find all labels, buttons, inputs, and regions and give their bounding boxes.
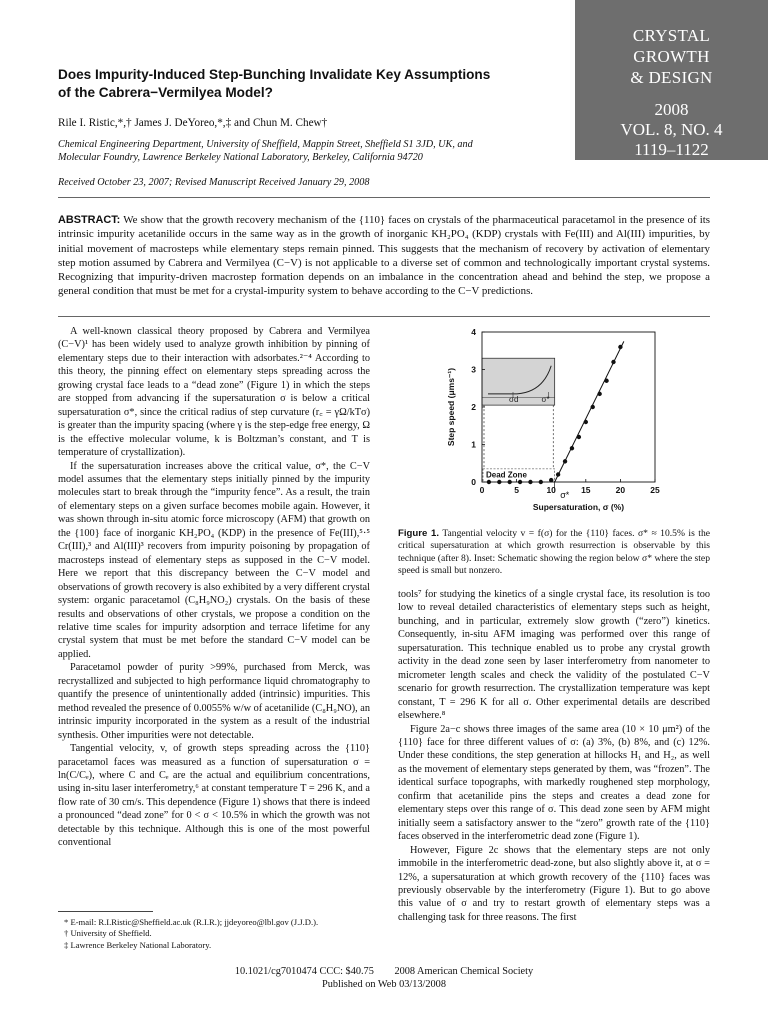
x-tick-label: 25	[650, 485, 660, 495]
paragraph: A well-known classical theory proposed by Cabrera and Vermilyea (C−V)¹ has been widely used to analyze growth inhibition by pinning of elementary steps due to their interaction with adsorbates.²⁻⁴ According to this theory, the pinning effect on elementary steps spreading across the growing crystal face leads to a “dead zone” (Figure 1) in which the steps are stopped from advancing if the supersaturation σ is below a critical supersaturation σ*, since the critical radius of step curvature (r꜀ = γΩ/kTσ) is greater than the impurity spacing (where γ is the step-edge free energy, Ω is the effective molecular volume, k is Boltzman’s constant, and T is temperature of crystallization).	[58, 326, 370, 459]
title-line: Does Impurity-Induced Step-Bunching Invalidate Key Assumptions	[58, 67, 491, 82]
abstract-label: ABSTRACT:	[58, 214, 121, 226]
figure-1-chart	[440, 320, 690, 520]
page-footer	[0, 965, 768, 991]
footnote-email: * E-mail: R.I.Ristic@Sheffield.ac.uk (R.I.R.); jjdeyoreo@lbl.gov (J.J.D.).	[64, 917, 319, 927]
data-point	[518, 480, 522, 484]
x-tick-label: 0	[479, 485, 485, 495]
data-point	[487, 480, 491, 484]
footnote-affiliation: ‡ Lawrence Berkeley National Laboratory.	[64, 939, 212, 950]
data-point	[591, 405, 595, 409]
inset-sigma-d-label: σd	[509, 395, 519, 405]
figure-1-caption	[398, 528, 710, 578]
title-line: of the Cabrera−Vermilyea Model?	[58, 85, 273, 100]
data-point	[584, 420, 588, 424]
y-axis-label: Step speed (μms⁻¹)	[446, 367, 456, 447]
footer-doi: 10.1021/cg7010474 CCC: $40.75 2008 American Chemical Society	[234, 966, 534, 977]
footnote-affiliation: † University of Sheffield.	[64, 928, 152, 939]
caption-text: Tangential velocity v = f(σ) for the {110} faces. σ* ≈ 10.5% is the critical supersaturation at which growth resurrection is observable by this technique (after 8). Inset: Schematic showing the region below σ* where the step speed is small but nonzero.	[398, 528, 710, 577]
dead-zone-label: Dead Zone	[486, 470, 527, 480]
data-point	[577, 435, 581, 439]
data-point	[604, 379, 608, 383]
data-point	[528, 480, 532, 484]
abstract	[58, 213, 710, 299]
paragraph: Tangential velocity, v, of growth steps spreading across the {110} paracetamol faces was measured as a function of supersaturation σ = ln(C/Cₑ), where C and Cₑ are the actual and equilibrium concentrations, using in-situ laser interferometry,⁶ at constant temperature T = 296 K, and a flow rate of 30 cm/s. This dependence (Figure 1) shows that there is indeed a pronounced “dead zone” for 0 < σ < 10.5% in which the growth was not detectable by this technique. Although this is one of the most powerful conventional	[58, 743, 370, 849]
x-axis-label: Supersaturation, σ (%)	[532, 502, 625, 512]
journal-volume: VOL. 8, NO. 4	[620, 120, 723, 139]
data-point	[549, 478, 553, 482]
data-point	[539, 480, 543, 484]
paragraph: Figure 2a−c shows three images of the same area (10 × 10 μm²) of the {110} face for three different values of σ: (a) 3%, (b) 8%, and (c) 12%. Under these conditions, the step generation at hillocks H₁ and H₂, as well as the movement of elementary steps generated by them, was “frozen”. The identical surface topographs, with markedly roughened step morphology, confirm that acetanilide pins the steps and creates a dead zone for elementary steps over this range of σ. This dead zone seen by AFM might initially seem a satisfactory answer to the “zero” growth rate of the {110} faces observed in the interferometric dead zone (Figure 1).	[398, 723, 710, 843]
y-tick-label: 2	[471, 402, 476, 412]
sigma-star-label: σ*	[560, 490, 570, 500]
abstract-text: We show that the growth recovery mechanism of the {110} faces on crystals of the pharmaceutical paracetamol in the presence of its intrinsic impurity acetanilide occurs in the same way as in the growth of inorganic KH₂PO₄ (KDP) crystals with Fe(III) and Al(III) impurities, by initial movement of macrosteps while elementary steps remain pinned. This suggests that the mechanism of recovery by activation of elementary step motion assumed by Cabrera and Vermilyea (C−V) is not applicable to a diverse set of common and technologically important crystal systems. Recognizing that impurity-driven macrostep formation depends on an imbalance in the concentration ahead and behind the step, we propose a general condition that must be met for a crystal-impurity system to behave according to the C−V predictions.	[58, 214, 710, 298]
affiliation-line: Molecular Foundry, Lawrence Berkeley National Laboratory, Berkeley, California 94720	[58, 152, 423, 163]
body-column-right	[398, 588, 710, 924]
y-tick-label: 3	[471, 364, 476, 375]
journal-name-line: CRYSTAL	[632, 26, 711, 45]
affiliation-line: Chemical Engineering Department, University of Sheffield, Mappin Street, Sheffield S1 3JD, UK, and	[58, 139, 473, 150]
x-tick-label: 5	[514, 485, 519, 495]
paragraph: However, Figure 2c shows that the elementary steps are not only immobile in the interferometric dead-zone, but also slightly above it, at σ = 12%, a supersaturation at which growth recovery of the {110} faces was previously observable by the interferometry (Figure 1). But to go above this value of σ and try to restart growth of elementary steps was a challenging task for three reasons. The first	[398, 844, 710, 923]
inset-sigma-star-label: σ*	[541, 395, 550, 405]
x-tick-label: 10	[546, 485, 556, 495]
y-tick-label: 4	[471, 327, 476, 337]
paragraph: Paracetamol powder of purity >99%, purchased from Merck, was recrystallized and subjected to high performance liquid chromatography to quantify the presence of unintentionally added (intrinsic) impurities. This method revealed the presence of 0.0055% w/w of acetanilide (C₈H₉NO), an intrinsic impurity incorporated in the system as a result of the industrial synthesis. Other impurities were not detectable.	[58, 662, 370, 741]
caption-label: Figure 1.	[398, 528, 440, 539]
y-tick-label: 1	[471, 439, 476, 450]
paragraph: tools⁷ for studying the kinetics of a single crystal face, its resolution is too low to reveal detailed characteristics of elementary steps such as height, bunching, and in particular, extremely slow growth (“zero”) kinetics. Consequently, in-situ AFM imaging was performed over this range of supersaturation. This technique enabled us to probe any crystal growth activity in the dead zone seen by laser interferometry from nanometer to micrometer length scales and check the validity of the postulated C−V scenario for growth resurrection. The crystallization temperature was kept constant, T = 296 K for all σ. Other experimental details are described elsewhere.⁸	[398, 589, 710, 722]
journal-year: 2008	[654, 100, 689, 119]
journal-pages: 1119–1122	[634, 140, 709, 159]
data-point	[618, 345, 622, 349]
footnote-divider	[58, 911, 153, 912]
journal-name-line: & DESIGN	[630, 68, 713, 87]
footer-published: Published on Web 03/13/2008	[322, 979, 446, 990]
journal-banner	[575, 0, 768, 160]
y-tick-label: 0	[471, 477, 476, 487]
received-dates: Received October 23, 2007; Revised Manuscript Received January 29, 2008	[58, 177, 370, 188]
data-point	[597, 392, 601, 396]
data-point	[611, 360, 615, 364]
data-point	[507, 480, 511, 484]
paragraph: If the supersaturation increases above the critical value, σ*, the C−V model assumes that the elementary steps initially pinned by the impurity molecules start to break through the “impurity fence”. As a result, the train of elementary steps on a given surface becomes mobile again. However, it was shown through in-situ atomic force microscopy (AFM) that growth on the {100} face of inorganic KH₂PO₄ (KDP) in the presence of Fe(III),⁵⋅⁵ Cr(III),³ and Al(III)³ recovers from impurity poisoning by propagation of macrosteps instead of elementary steps as supposed in the C−V model. Here we report that this discrepancy between the C−V model and observations of growth recovery is also exhibited by a very different crystal system: organic paracetamol (C₈H₉NO₂) crystals. On the basis of these results and observations of other crystals, we propose a condition on the relative time scales for impurity adsorption and terrace lifetime for any crystal system that must be met before the standard C−V model can be applied.	[58, 460, 370, 660]
data-point	[497, 480, 501, 484]
authors: Rile I. Ristic,*,† James J. DeYoreo,*,‡ and Chun M. Chew†	[58, 117, 328, 129]
journal-name-line: GROWTH	[633, 47, 710, 66]
paper-title	[58, 66, 558, 102]
divider	[58, 197, 710, 198]
x-tick-label: 15	[581, 485, 591, 495]
plot-frame	[482, 332, 655, 482]
body-column-left	[58, 325, 370, 850]
data-point	[563, 459, 567, 463]
journal-name	[575, 25, 768, 88]
affiliations	[58, 138, 578, 164]
divider	[58, 316, 710, 317]
data-point	[570, 446, 574, 450]
x-tick-label: 20	[615, 485, 626, 495]
data-point	[556, 472, 560, 476]
footnotes	[64, 917, 374, 951]
